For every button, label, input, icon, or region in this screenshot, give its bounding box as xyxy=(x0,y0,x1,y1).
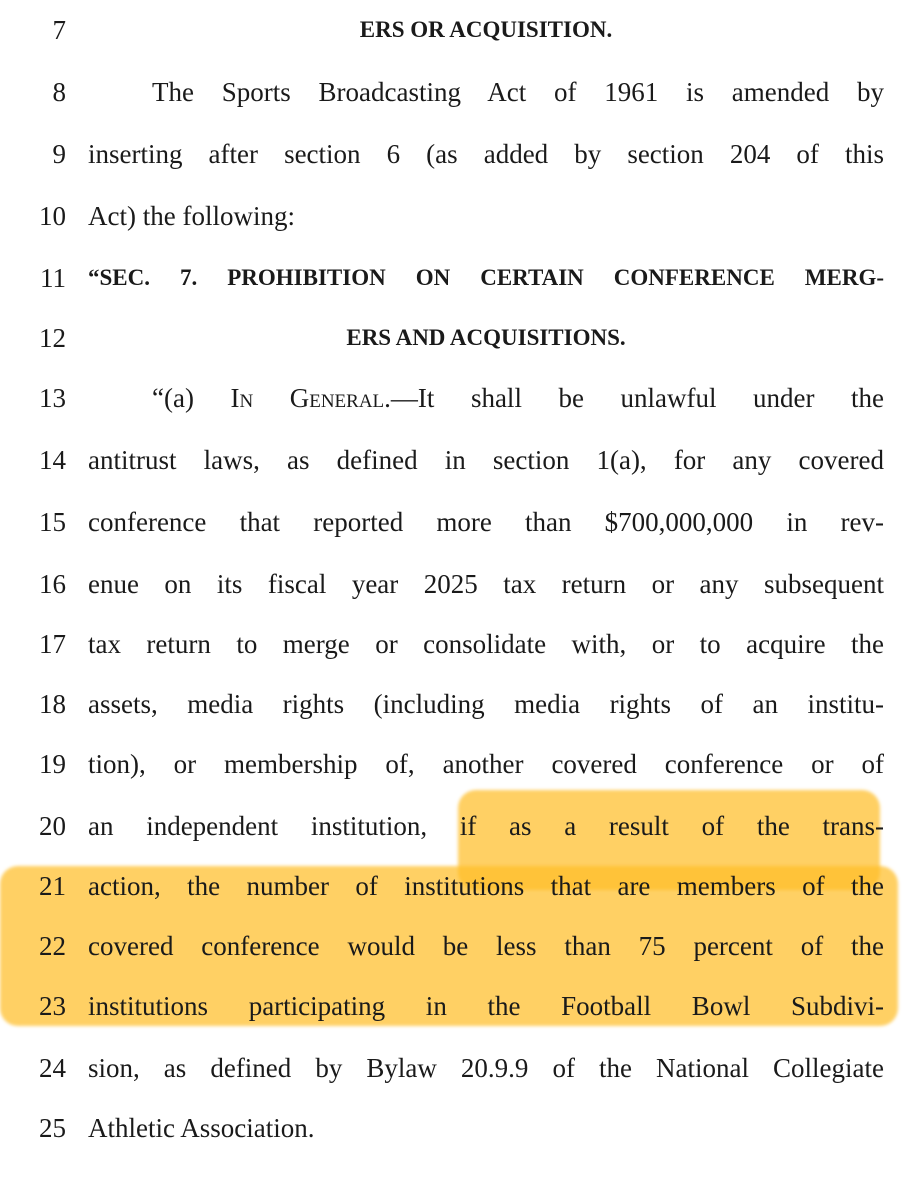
line-text: The Sports Broadcasting Act of 1961 is amended by xyxy=(152,77,884,107)
line-17 xyxy=(0,624,914,664)
line-number: 9 xyxy=(52,139,66,169)
line-10 xyxy=(0,196,914,236)
subsection-heading: In General xyxy=(230,383,385,413)
line-number: 23 xyxy=(39,991,66,1021)
line-number: 16 xyxy=(39,569,66,599)
line-21 xyxy=(0,866,914,906)
line-text: Act) the following: xyxy=(88,201,295,231)
line-16 xyxy=(0,564,914,604)
line-text: action, the number of institutions that are members of the xyxy=(88,871,884,901)
line-number: 17 xyxy=(39,629,66,659)
line-11 xyxy=(0,258,914,298)
line-number: 22 xyxy=(39,931,66,961)
line-number: 25 xyxy=(39,1113,66,1143)
line-7 xyxy=(0,10,914,50)
line-text: covered conference would be less than 75 percent of the xyxy=(88,931,884,961)
line-8 xyxy=(0,72,914,112)
subsection-marker: “(a) xyxy=(152,383,231,413)
line-number: 20 xyxy=(39,811,66,841)
line-text: enue on its fiscal year 2025 tax return or any subsequent xyxy=(88,569,884,599)
line-number: 10 xyxy=(39,201,66,231)
line-number: 12 xyxy=(39,323,66,353)
line-text: antitrust laws, as defined in section 1(a), for any covered xyxy=(88,445,884,475)
line-text: sion, as defined by Bylaw 20.9.9 of the National Collegiate xyxy=(88,1053,884,1083)
line-number: 15 xyxy=(39,507,66,537)
line-number: 13 xyxy=(39,383,66,413)
line-text: an independent institution, if as a result of the trans- xyxy=(88,811,884,841)
line-number: 18 xyxy=(39,689,66,719)
line-number: 21 xyxy=(39,871,66,901)
line-text: conference that reported more than $700,000,000 in rev- xyxy=(88,507,884,537)
line-24 xyxy=(0,1048,914,1088)
line-number: 19 xyxy=(39,749,66,779)
line-13 xyxy=(0,378,914,418)
section-heading-continued: ERS AND ACQUISITIONS. xyxy=(346,325,626,350)
line-14 xyxy=(0,440,914,480)
line-text: assets, media rights (including media rights of an institu- xyxy=(88,689,884,719)
line-text: inserting after section 6 (as added by section 204 of this xyxy=(88,139,884,169)
line-20 xyxy=(0,806,914,846)
line-text: Athletic Association. xyxy=(88,1113,315,1143)
line-22 xyxy=(0,926,914,966)
line-15 xyxy=(0,502,914,542)
section-heading: “SEC. 7. PROHIBITION ON CERTAIN CONFERENCE MERG- xyxy=(88,265,884,290)
line-9 xyxy=(0,134,914,174)
line-23 xyxy=(0,986,914,1026)
line-number: 7 xyxy=(52,15,66,45)
line-text xyxy=(152,378,884,418)
line-18 xyxy=(0,684,914,724)
line-text: institutions participating in the Football Bowl Subdivi- xyxy=(88,991,884,1021)
line-12 xyxy=(0,318,914,358)
line-number: 8 xyxy=(52,77,66,107)
line-number: 24 xyxy=(39,1053,66,1083)
line-19 xyxy=(0,744,914,784)
line-text-rest: .—It shall be unlawful under the xyxy=(384,383,884,413)
line-text: tax return to merge or consolidate with, or to acquire the xyxy=(88,629,884,659)
line-text: tion), or membership of, another covered conference or of xyxy=(88,749,884,779)
section-heading-continued: ERS OR ACQUISITION. xyxy=(359,17,613,42)
line-number: 14 xyxy=(39,445,66,475)
line-25 xyxy=(0,1108,914,1148)
line-number: 11 xyxy=(40,263,66,293)
